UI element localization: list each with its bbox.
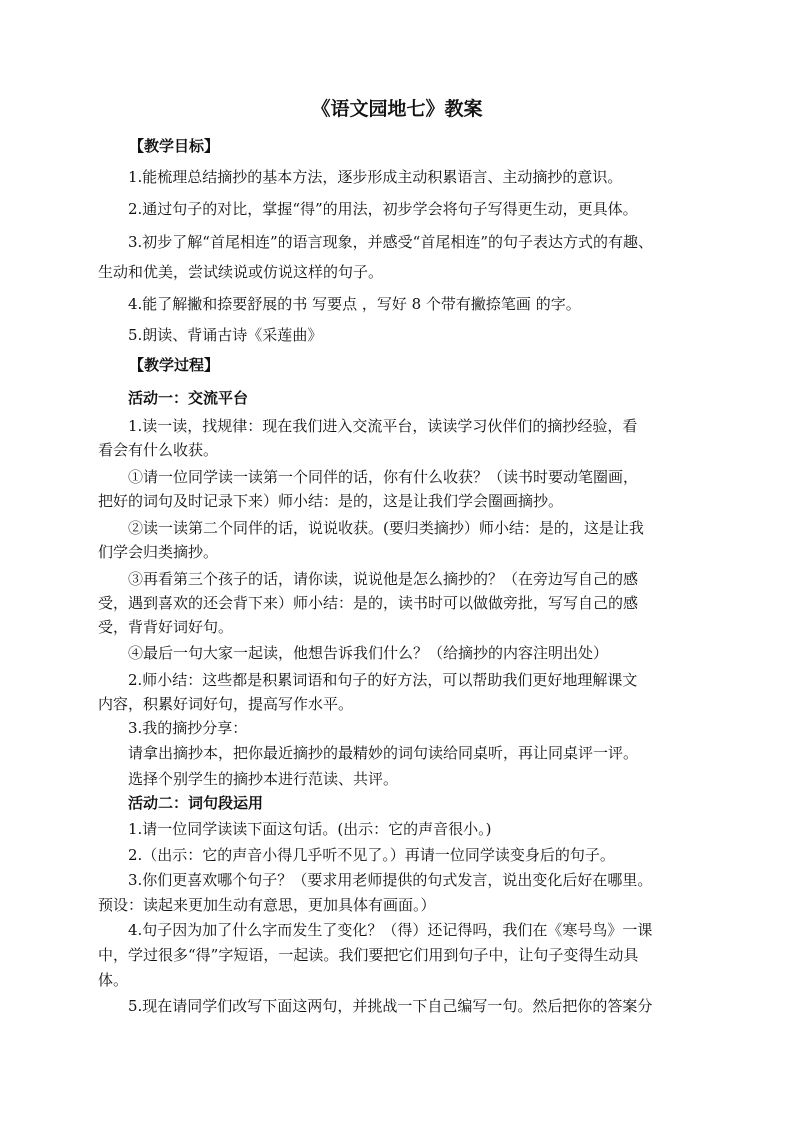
text-line: 把好的词句及时记录下来）师小结：是的，这是让我们学会圈画摘抄。 — [98, 492, 564, 510]
text-line: 3.你们更喜欢哪个句子？（要求用老师提供的句式发言，说出变化后好在哪里。 — [128, 871, 653, 889]
text-line: 5.现在请同学们改写下面这两句，并挑战一下自己编写一句。然后把你的答案分 — [128, 997, 653, 1015]
goal-item: 2.通过句子的对比，掌握“得”的用法，初步学会将句子写得更生动，更具体。 — [128, 200, 638, 218]
text-line: 受，遇到喜欢的还会背下来）师小结：是的，读书时可以做做旁批，写写自己的感 — [98, 594, 639, 612]
document-title: 《语文园地七》教案 — [311, 98, 483, 120]
text-line: 2.师小结：这些都是积累词语和句子的好方法，可以帮助我们更好地理解课文 — [128, 671, 638, 689]
text-line: 选择个别学生的摘抄本进行范读、共评。 — [128, 770, 399, 788]
text-line: 看会有什么收获。 — [98, 441, 219, 459]
text-line: 2.（出示：它的声音小得几乎听不见了。）再请一位同学读变身后的句子。 — [128, 846, 615, 864]
goal-item: 生动和优美，尝试续说或仿说这样的句子。 — [98, 263, 384, 281]
text-line: ①请一位同学读一读第一个同伴的话，你有什么收获？（读书时要动笔圈画， — [128, 468, 639, 486]
text-line: 们学会归类摘抄。 — [98, 543, 219, 561]
process-heading: 【教学过程】 — [129, 356, 220, 374]
goal-item: 5.朗读、背诵古诗《采莲曲》 — [128, 326, 323, 344]
goal-item: 4.能了解撇和捺要舒展的书 写要点 ，写好 8 个带有撇捺笔画 的字。 — [128, 295, 581, 313]
text-line: 内容，积累好词好句，提高写作水平。 — [98, 695, 354, 713]
text-line: ②读一读第二个同伴的话，说说收获。(要归类摘抄）师小结：是的，这是让我 — [128, 519, 644, 537]
text-line: 1.读一读，找规律：现在我们进入交流平台，读读学习伙伴们的摘抄经验，看 — [128, 417, 638, 435]
text-line: 3.我的摘抄分享： — [128, 719, 248, 737]
activity-heading: 活动二：词句段运用 — [128, 794, 264, 812]
text-line: 体。 — [98, 971, 129, 989]
goal-item: 1.能梳理总结摘抄的基本方法，逐步形成主动积累语言、主动摘抄的意识。 — [128, 168, 623, 186]
goal-item: 3.初步了解“首尾相连”的语言现象，并感受“首尾相连”的句子表达方式的有趣、 — [128, 233, 653, 251]
text-line: 受，背背好词好句。 — [98, 618, 234, 636]
text-line: ④最后一句大家一起读，他想告诉我们什么？（给摘抄的内容注明出处） — [128, 644, 609, 662]
activity-heading: 活动一：交流平台 — [128, 389, 249, 407]
text-line: 中，学过很多“得”字短语，一起读。我们要把它们用到句子中，让句子变得生动具 — [98, 946, 639, 964]
text-line: 预设：读起来更加生动有意思，更加具体有画面。） — [98, 896, 436, 914]
text-line: 1.请一位同学读读下面这句话。(出示：它的声音很小。) — [128, 820, 492, 838]
text-line: 4.句子因为加了什么字而发生了变化？（得）还记得吗，我们在《寒号鸟》一课 — [128, 921, 653, 939]
text-line: 请拿出摘抄本，把你最近摘抄的最精妙的词句读给同桌听，再让同桌评一评。 — [128, 744, 639, 762]
goals-heading: 【教学目标】 — [129, 137, 220, 155]
text-line: ③再看第三个孩子的话，请你读，说说他是怎么摘抄的？（在旁边写自己的感 — [128, 570, 639, 588]
